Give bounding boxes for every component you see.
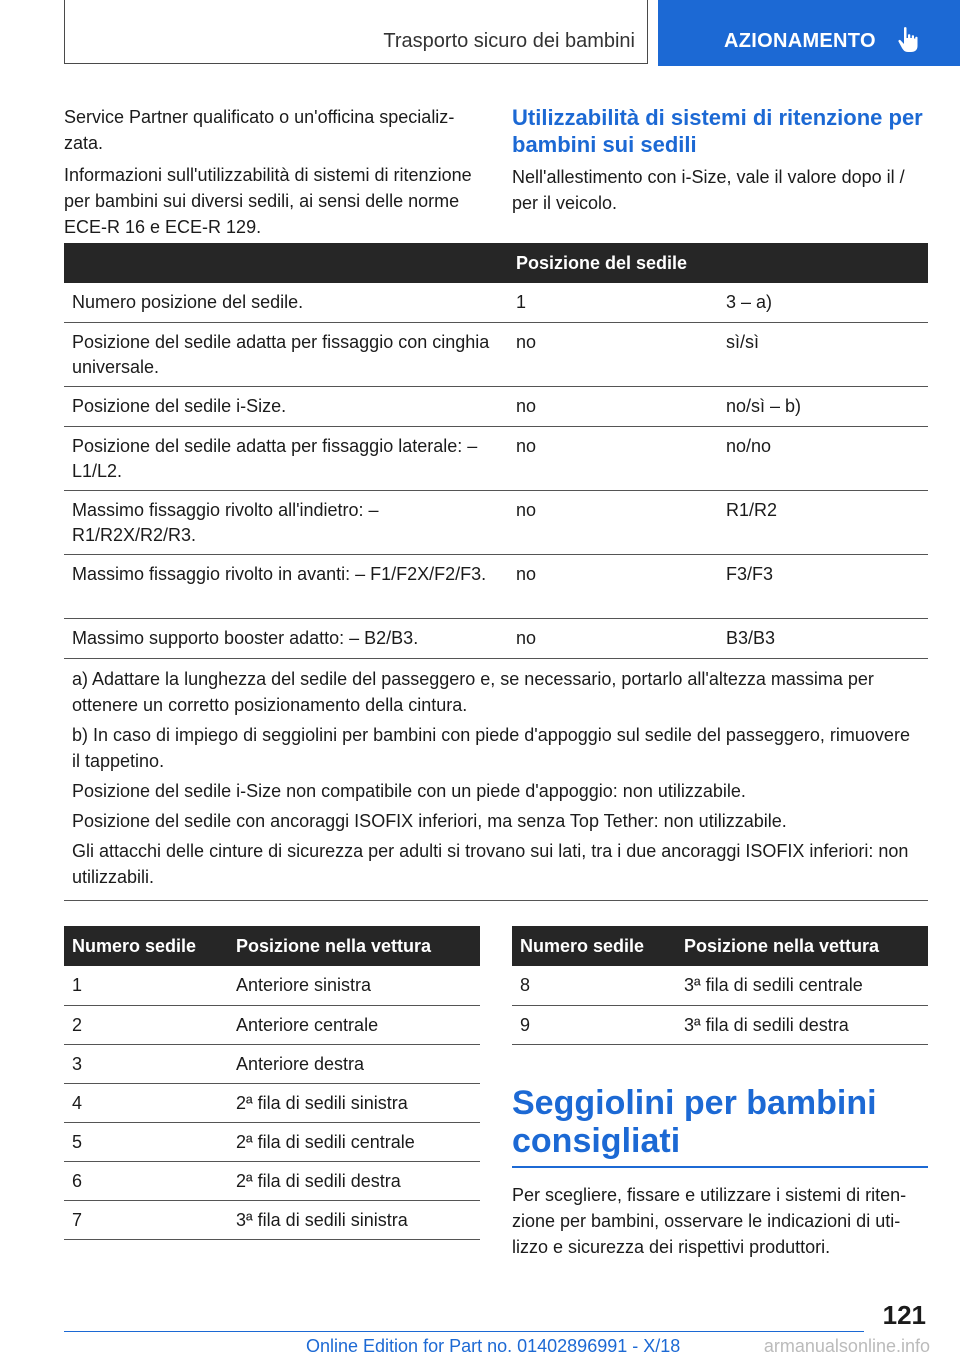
table-cell: 2 — [64, 1005, 228, 1044]
table-cell: Massimo fissaggio rivolto all'indietro: – R1/R2X/R2/R3. — [64, 490, 508, 554]
table-note: Gli attacchi delle cinture di sicurezza per adulti si trovano sui lati, tra i due ancoraggi ISOFIX inferiori: non utilizzabili. — [72, 841, 909, 887]
table-notes — [64, 660, 928, 901]
table-cell: Posizione del sedile i-Size. — [64, 386, 508, 426]
section-header-box — [64, 0, 648, 64]
table-cell: 7 — [64, 1200, 228, 1239]
table-cell: 2ª fila di sedili centrale — [228, 1122, 480, 1161]
table-row — [64, 426, 928, 490]
table-cell: 2ª fila di sedili sinistra — [228, 1083, 480, 1122]
seat-number-table-right — [512, 926, 928, 1045]
table-row — [64, 1200, 480, 1239]
table-cell: no — [508, 426, 718, 490]
table-cell: 4 — [64, 1083, 228, 1122]
table-header-cell — [64, 243, 508, 283]
table-row — [64, 1083, 480, 1122]
table-header-cell: Numero sedile — [512, 926, 676, 966]
table-row — [64, 322, 928, 386]
table-cell: no — [508, 322, 718, 386]
table-note: a) Adattare la lunghezza del sedile del passeggero e, se necessario, portarlo all'altezza massima per ottenere un corretto posizionamento della cintura. — [72, 669, 874, 715]
table-cell: Anteriore centrale — [228, 1005, 480, 1044]
table-cell: Numero posizione del sedile. — [64, 283, 508, 322]
table-row — [64, 1161, 480, 1200]
table-cell: 3ª fila di sedili sinistra — [228, 1200, 480, 1239]
table-row — [64, 554, 928, 618]
table-header-cell: Numero sedile — [64, 926, 228, 966]
table-cell: no — [508, 554, 718, 618]
seat-position-table — [64, 243, 928, 659]
table-cell: Anteriore sinistra — [228, 966, 480, 1005]
table-cell: R1/R2 — [718, 490, 928, 554]
watermark: armanualsonline.info — [763, 1336, 930, 1356]
chapter-tab-label: AZIONAMENTO — [724, 30, 876, 52]
table-note: b) In caso di impiego di seggiolini per bambini con piede d'appoggio sul sedile del passeggero, rimuovere il tappetino. — [72, 725, 910, 771]
section-title: Trasporto sicuro dei bambini — [383, 30, 635, 52]
table-header-row — [512, 926, 928, 966]
table-cell: 1 — [508, 283, 718, 322]
footer-edition: Online Edition for Part no. 01402896991 - X/18 — [306, 1336, 681, 1356]
table-cell: 3 – a) — [718, 283, 928, 322]
section-heading: Utilizzabilità di sistemi di ritenzione per bambini sui sedili — [512, 105, 923, 157]
table-cell: no — [508, 618, 718, 658]
table-cell: Posizione del sedile adatta per fissaggio con cinghia universale. — [64, 322, 508, 386]
table-row — [64, 1044, 480, 1083]
table-cell: 8 — [512, 966, 676, 1005]
table-cell: no/no — [718, 426, 928, 490]
recommended-seats-heading: Seggiolini per bambini consigliati — [512, 1084, 928, 1168]
recommended-seats-paragraph: Per scegliere, fissare e utilizzare i sistemi di ritenzione per bambini, osservare le indicazioni di utilizzo e sicurezza dei rispettivi produttori. — [512, 1185, 907, 1257]
table-cell: Anteriore destra — [228, 1044, 480, 1083]
intro-paragraph: Service Partner qualificato o un'officina specializzata. — [64, 107, 455, 153]
table-cell: no — [508, 490, 718, 554]
table-row — [512, 966, 928, 1005]
table-header-cell: Posizione nella vettura — [228, 926, 480, 966]
table-row — [64, 966, 480, 1005]
table-header-cell: Posizione nella vettura — [676, 926, 928, 966]
table-cell: 3ª fila di sedili centrale — [676, 966, 928, 1005]
table-cell: 6 — [64, 1161, 228, 1200]
table-note: Posizione del sedile i-Size non compatibile con un piede d'appoggio: non utilizzabile. — [72, 781, 746, 801]
hand-pointer-icon — [896, 26, 922, 54]
table-row — [512, 1005, 928, 1044]
footer-divider — [64, 1331, 864, 1332]
seat-number-table-left — [64, 926, 480, 1240]
table-cell: no — [508, 386, 718, 426]
table-row — [64, 1122, 480, 1161]
table-cell: Massimo fissaggio rivolto in avanti: – F1/F2X/F2/F3. — [64, 554, 508, 618]
table-cell: sì/sì — [718, 322, 928, 386]
table-cell: 3ª fila di sedili destra — [676, 1005, 928, 1044]
table-note: Posizione del sedile con ancoraggi ISOFIX inferiori, ma senza Top Tether: non utilizzabile. — [72, 811, 787, 831]
table-header-cell: Posizione del sedile — [508, 243, 718, 283]
table-header-row — [64, 243, 928, 283]
table-header-cell — [718, 243, 928, 283]
table-row — [64, 386, 928, 426]
table-cell: Massimo supporto booster adatto: – B2/B3. — [64, 618, 508, 658]
table-cell: no/sì – b) — [718, 386, 928, 426]
intro-left — [64, 104, 484, 246]
table-row — [64, 490, 928, 554]
table-row — [64, 618, 928, 658]
table-cell: 9 — [512, 1005, 676, 1044]
table-row — [64, 1005, 480, 1044]
intro-paragraph: Informazioni sull'utilizzabilità di sistemi di ritenzione per bambini sui diversi sedili, ai sensi delle norme ECE-R 16 e ECE-R 129. — [64, 165, 472, 237]
table-header-row — [64, 926, 480, 966]
table-cell: 5 — [64, 1122, 228, 1161]
intro-right — [512, 104, 928, 222]
table-row — [64, 283, 928, 322]
table-cell: 3 — [64, 1044, 228, 1083]
page-header — [0, 0, 960, 66]
page-number: 121 — [882, 1300, 926, 1330]
chapter-tab[interactable] — [658, 0, 960, 66]
section-paragraph: Nell'allestimento con i-Size, vale il valore dopo il / per il veicolo. — [512, 167, 905, 213]
table-cell: Posizione del sedile adatta per fissaggio laterale: – L1/L2. — [64, 426, 508, 490]
table-cell: 2ª fila di sedili destra — [228, 1161, 480, 1200]
table-cell: B3/B3 — [718, 618, 928, 658]
table-cell: 1 — [64, 966, 228, 1005]
table-cell: F3/F3 — [718, 554, 928, 618]
